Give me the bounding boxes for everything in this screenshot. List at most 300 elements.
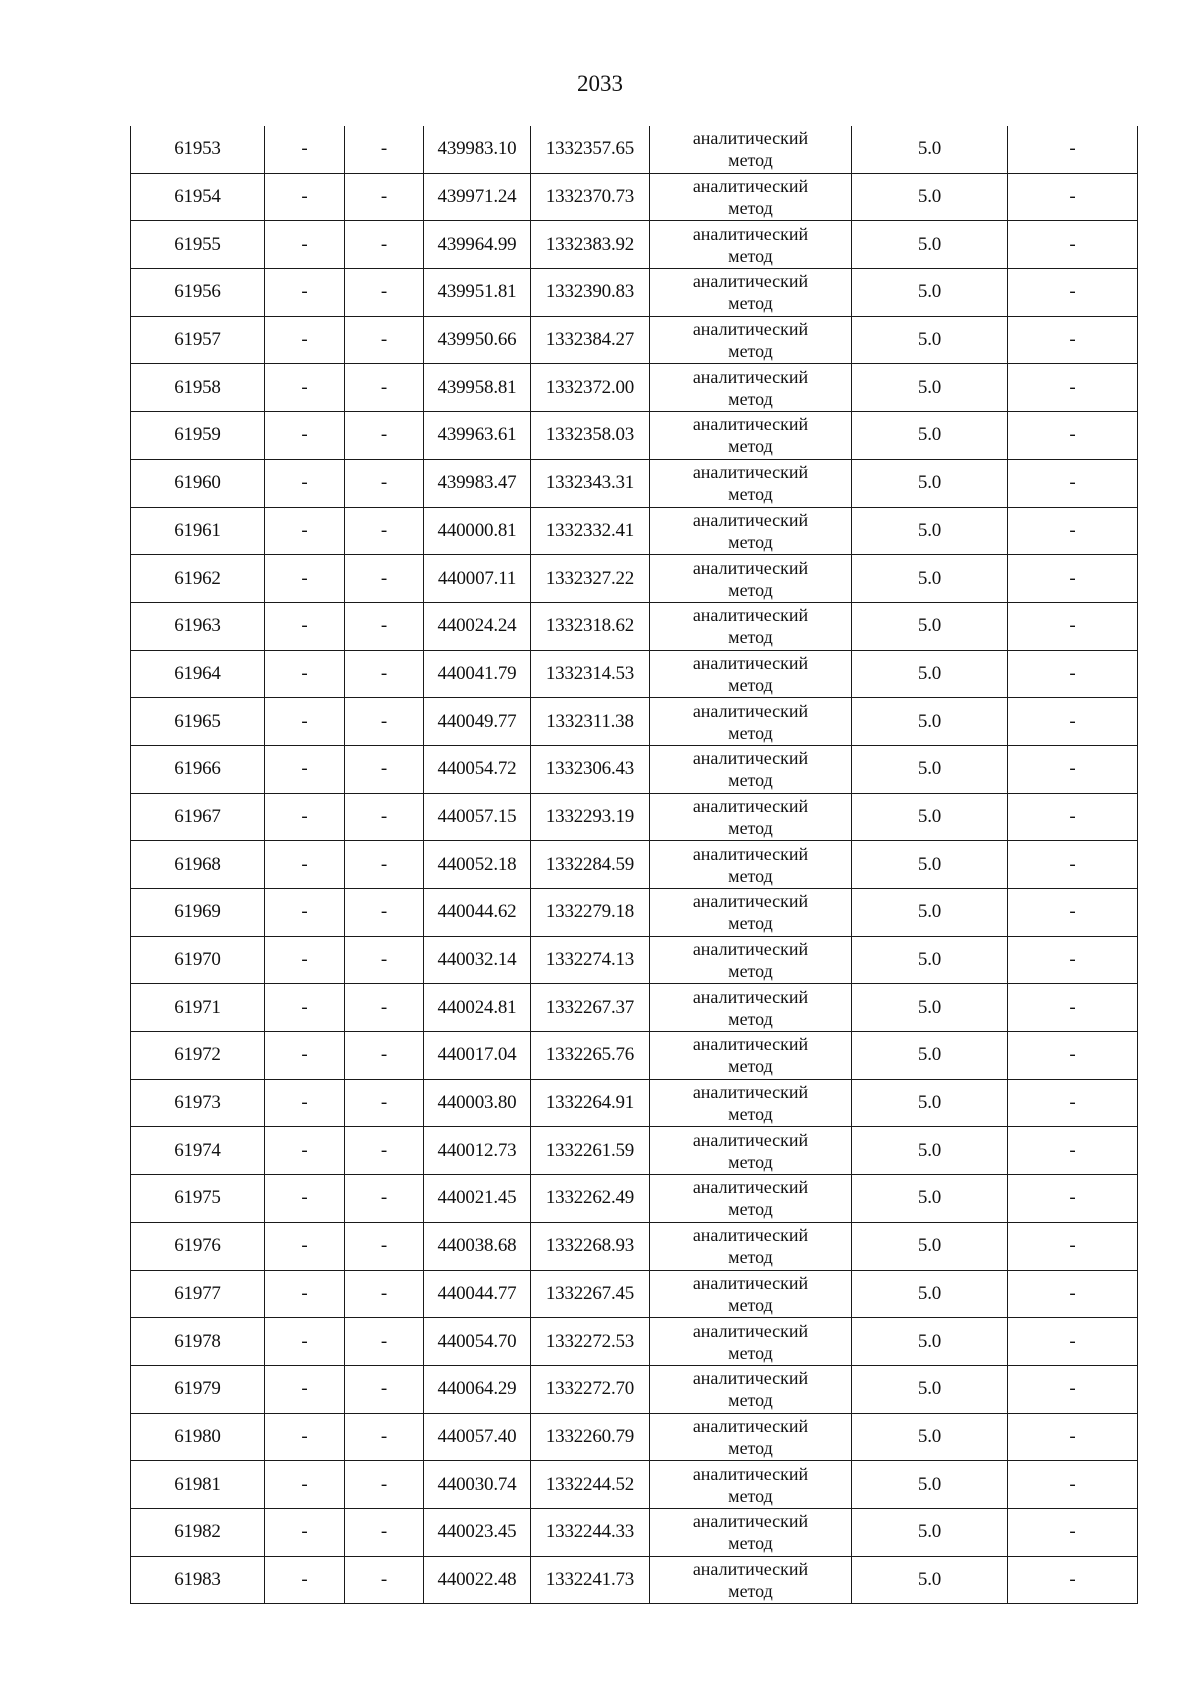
method-line-2: метод bbox=[728, 1104, 773, 1125]
method-line-1: аналитический bbox=[692, 462, 809, 483]
y-coordinate-cell: 1332306.43 bbox=[531, 745, 650, 793]
accuracy-cell: 5.0 bbox=[852, 1127, 1008, 1175]
empty-cell: - bbox=[265, 1175, 345, 1223]
point-number-cell: 61982 bbox=[131, 1508, 265, 1556]
point-number-cell: 61978 bbox=[131, 1318, 265, 1366]
method-cell bbox=[650, 745, 852, 793]
accuracy-cell: 5.0 bbox=[852, 221, 1008, 269]
method-cell bbox=[650, 221, 852, 269]
empty-cell: - bbox=[265, 1556, 345, 1604]
table-row bbox=[131, 1508, 1138, 1556]
x-coordinate-cell: 439983.47 bbox=[424, 459, 531, 507]
point-number-cell: 61963 bbox=[131, 602, 265, 650]
empty-cell: - bbox=[1008, 1032, 1138, 1080]
y-coordinate-cell: 1332262.49 bbox=[531, 1175, 650, 1223]
empty-cell: - bbox=[265, 1079, 345, 1127]
method-line-1: аналитический bbox=[692, 1415, 809, 1436]
method-line-1: аналитический bbox=[692, 223, 809, 244]
method-cell bbox=[650, 1365, 852, 1413]
method-line-1: аналитический bbox=[692, 891, 809, 912]
method-line-1: аналитический bbox=[692, 509, 809, 530]
method-line-2: метод bbox=[728, 1580, 773, 1601]
accuracy-cell: 5.0 bbox=[852, 1318, 1008, 1366]
y-coordinate-cell: 1332318.62 bbox=[531, 602, 650, 650]
accuracy-cell: 5.0 bbox=[852, 316, 1008, 364]
point-number-cell: 61956 bbox=[131, 269, 265, 317]
y-coordinate-cell: 1332279.18 bbox=[531, 889, 650, 937]
accuracy-cell: 5.0 bbox=[852, 745, 1008, 793]
empty-cell: - bbox=[345, 1127, 424, 1175]
table-row bbox=[131, 984, 1138, 1032]
method-cell bbox=[650, 1461, 852, 1509]
method-line-2: метод bbox=[728, 341, 773, 362]
table-body bbox=[131, 126, 1138, 1604]
empty-cell: - bbox=[1008, 841, 1138, 889]
method-line-2: метод bbox=[728, 1342, 773, 1363]
empty-cell: - bbox=[1008, 126, 1138, 173]
point-number-cell: 61983 bbox=[131, 1556, 265, 1604]
empty-cell: - bbox=[345, 1222, 424, 1270]
y-coordinate-cell: 1332383.92 bbox=[531, 221, 650, 269]
empty-cell: - bbox=[345, 1461, 424, 1509]
table-row bbox=[131, 698, 1138, 746]
x-coordinate-cell: 439958.81 bbox=[424, 364, 531, 412]
x-coordinate-cell: 440007.11 bbox=[424, 555, 531, 603]
x-coordinate-cell: 439963.61 bbox=[424, 412, 531, 460]
method-cell bbox=[650, 459, 852, 507]
empty-cell: - bbox=[345, 793, 424, 841]
y-coordinate-cell: 1332357.65 bbox=[531, 126, 650, 173]
empty-cell: - bbox=[265, 936, 345, 984]
x-coordinate-cell: 440054.70 bbox=[424, 1318, 531, 1366]
method-line-1: аналитический bbox=[692, 748, 809, 769]
method-line-2: метод bbox=[728, 1151, 773, 1172]
table-row bbox=[131, 745, 1138, 793]
point-number-cell: 61960 bbox=[131, 459, 265, 507]
accuracy-cell: 5.0 bbox=[852, 698, 1008, 746]
empty-cell: - bbox=[1008, 1270, 1138, 1318]
empty-cell: - bbox=[345, 984, 424, 1032]
empty-cell: - bbox=[345, 1508, 424, 1556]
method-cell bbox=[650, 269, 852, 317]
point-number-cell: 61957 bbox=[131, 316, 265, 364]
table-row bbox=[131, 269, 1138, 317]
x-coordinate-cell: 440030.74 bbox=[424, 1461, 531, 1509]
accuracy-cell: 5.0 bbox=[852, 459, 1008, 507]
empty-cell: - bbox=[265, 1413, 345, 1461]
empty-cell: - bbox=[1008, 269, 1138, 317]
point-number-cell: 61962 bbox=[131, 555, 265, 603]
table-row bbox=[131, 841, 1138, 889]
empty-cell: - bbox=[265, 1127, 345, 1175]
method-cell bbox=[650, 1222, 852, 1270]
empty-cell: - bbox=[1008, 555, 1138, 603]
x-coordinate-cell: 439964.99 bbox=[424, 221, 531, 269]
accuracy-cell: 5.0 bbox=[852, 650, 1008, 698]
empty-cell: - bbox=[345, 269, 424, 317]
empty-cell: - bbox=[265, 364, 345, 412]
point-number-cell: 61967 bbox=[131, 793, 265, 841]
x-coordinate-cell: 440057.15 bbox=[424, 793, 531, 841]
table-row bbox=[131, 1556, 1138, 1604]
y-coordinate-cell: 1332358.03 bbox=[531, 412, 650, 460]
y-coordinate-cell: 1332268.93 bbox=[531, 1222, 650, 1270]
point-number-cell: 61969 bbox=[131, 889, 265, 937]
empty-cell: - bbox=[345, 1032, 424, 1080]
table-row bbox=[131, 602, 1138, 650]
x-coordinate-cell: 440032.14 bbox=[424, 936, 531, 984]
y-coordinate-cell: 1332332.41 bbox=[531, 507, 650, 555]
empty-cell: - bbox=[1008, 602, 1138, 650]
empty-cell: - bbox=[1008, 745, 1138, 793]
method-cell bbox=[650, 1508, 852, 1556]
accuracy-cell: 5.0 bbox=[852, 173, 1008, 221]
method-cell bbox=[650, 1032, 852, 1080]
point-number-cell: 61955 bbox=[131, 221, 265, 269]
accuracy-cell: 5.0 bbox=[852, 126, 1008, 173]
method-line-2: метод bbox=[728, 1294, 773, 1315]
table-row bbox=[131, 936, 1138, 984]
point-number-cell: 61980 bbox=[131, 1413, 265, 1461]
method-cell bbox=[650, 1175, 852, 1223]
table-row bbox=[131, 126, 1138, 173]
empty-cell: - bbox=[1008, 1556, 1138, 1604]
method-cell bbox=[650, 173, 852, 221]
empty-cell: - bbox=[345, 173, 424, 221]
table-row bbox=[131, 1222, 1138, 1270]
method-line-2: метод bbox=[728, 245, 773, 266]
method-cell bbox=[650, 1270, 852, 1318]
y-coordinate-cell: 1332327.22 bbox=[531, 555, 650, 603]
empty-cell: - bbox=[1008, 1175, 1138, 1223]
y-coordinate-cell: 1332241.73 bbox=[531, 1556, 650, 1604]
method-line-1: аналитический bbox=[692, 986, 809, 1007]
x-coordinate-cell: 440017.04 bbox=[424, 1032, 531, 1080]
table-row bbox=[131, 1365, 1138, 1413]
empty-cell: - bbox=[345, 745, 424, 793]
accuracy-cell: 5.0 bbox=[852, 1556, 1008, 1604]
accuracy-cell: 5.0 bbox=[852, 412, 1008, 460]
point-number-cell: 61964 bbox=[131, 650, 265, 698]
empty-cell: - bbox=[1008, 698, 1138, 746]
accuracy-cell: 5.0 bbox=[852, 1270, 1008, 1318]
x-coordinate-cell: 440024.24 bbox=[424, 602, 531, 650]
method-line-2: метод bbox=[728, 1008, 773, 1029]
empty-cell: - bbox=[1008, 364, 1138, 412]
empty-cell: - bbox=[1008, 984, 1138, 1032]
method-cell bbox=[650, 555, 852, 603]
point-number-cell: 61972 bbox=[131, 1032, 265, 1080]
empty-cell: - bbox=[1008, 1318, 1138, 1366]
point-number-cell: 61977 bbox=[131, 1270, 265, 1318]
y-coordinate-cell: 1332265.76 bbox=[531, 1032, 650, 1080]
empty-cell: - bbox=[1008, 889, 1138, 937]
x-coordinate-cell: 440023.45 bbox=[424, 1508, 531, 1556]
y-coordinate-cell: 1332384.27 bbox=[531, 316, 650, 364]
method-line-2: метод bbox=[728, 722, 773, 743]
method-line-2: метод bbox=[728, 293, 773, 314]
accuracy-cell: 5.0 bbox=[852, 555, 1008, 603]
empty-cell: - bbox=[345, 555, 424, 603]
y-coordinate-cell: 1332264.91 bbox=[531, 1079, 650, 1127]
point-number-cell: 61970 bbox=[131, 936, 265, 984]
method-line-1: аналитический bbox=[692, 843, 809, 864]
point-number-cell: 61953 bbox=[131, 126, 265, 173]
accuracy-cell: 5.0 bbox=[852, 1175, 1008, 1223]
table-row bbox=[131, 507, 1138, 555]
method-line-1: аналитический bbox=[692, 1129, 809, 1150]
table-row bbox=[131, 1079, 1138, 1127]
empty-cell: - bbox=[1008, 1127, 1138, 1175]
y-coordinate-cell: 1332272.53 bbox=[531, 1318, 650, 1366]
empty-cell: - bbox=[265, 126, 345, 173]
empty-cell: - bbox=[1008, 459, 1138, 507]
point-number-cell: 61966 bbox=[131, 745, 265, 793]
table-row bbox=[131, 1318, 1138, 1366]
y-coordinate-cell: 1332267.37 bbox=[531, 984, 650, 1032]
method-cell bbox=[650, 889, 852, 937]
empty-cell: - bbox=[1008, 1365, 1138, 1413]
method-line-1: аналитический bbox=[692, 1177, 809, 1198]
accuracy-cell: 5.0 bbox=[852, 269, 1008, 317]
empty-cell: - bbox=[1008, 1222, 1138, 1270]
y-coordinate-cell: 1332343.31 bbox=[531, 459, 650, 507]
table-row bbox=[131, 316, 1138, 364]
y-coordinate-cell: 1332244.52 bbox=[531, 1461, 650, 1509]
empty-cell: - bbox=[265, 1318, 345, 1366]
empty-cell: - bbox=[345, 364, 424, 412]
method-line-1: аналитический bbox=[692, 1511, 809, 1532]
x-coordinate-cell: 439983.10 bbox=[424, 126, 531, 173]
accuracy-cell: 5.0 bbox=[852, 1508, 1008, 1556]
x-coordinate-cell: 439951.81 bbox=[424, 269, 531, 317]
table-row bbox=[131, 650, 1138, 698]
method-line-1: аналитический bbox=[692, 1082, 809, 1103]
accuracy-cell: 5.0 bbox=[852, 1365, 1008, 1413]
empty-cell: - bbox=[345, 1365, 424, 1413]
empty-cell: - bbox=[265, 1270, 345, 1318]
method-line-1: аналитический bbox=[692, 795, 809, 816]
accuracy-cell: 5.0 bbox=[852, 364, 1008, 412]
table-row bbox=[131, 1461, 1138, 1509]
method-cell bbox=[650, 1413, 852, 1461]
method-line-2: метод bbox=[728, 674, 773, 695]
accuracy-cell: 5.0 bbox=[852, 507, 1008, 555]
x-coordinate-cell: 440049.77 bbox=[424, 698, 531, 746]
accuracy-cell: 5.0 bbox=[852, 1461, 1008, 1509]
table-row bbox=[131, 1175, 1138, 1223]
method-line-1: аналитический bbox=[692, 939, 809, 960]
method-line-2: метод bbox=[728, 961, 773, 982]
method-cell bbox=[650, 126, 852, 173]
accuracy-cell: 5.0 bbox=[852, 889, 1008, 937]
empty-cell: - bbox=[265, 984, 345, 1032]
x-coordinate-cell: 440021.45 bbox=[424, 1175, 531, 1223]
x-coordinate-cell: 440000.81 bbox=[424, 507, 531, 555]
empty-cell: - bbox=[345, 602, 424, 650]
x-coordinate-cell: 439950.66 bbox=[424, 316, 531, 364]
point-number-cell: 61981 bbox=[131, 1461, 265, 1509]
empty-cell: - bbox=[345, 889, 424, 937]
method-line-1: аналитический bbox=[692, 319, 809, 340]
method-cell bbox=[650, 793, 852, 841]
point-number-cell: 61976 bbox=[131, 1222, 265, 1270]
method-line-2: метод bbox=[728, 531, 773, 552]
point-number-cell: 61961 bbox=[131, 507, 265, 555]
y-coordinate-cell: 1332370.73 bbox=[531, 173, 650, 221]
y-coordinate-cell: 1332274.13 bbox=[531, 936, 650, 984]
point-number-cell: 61979 bbox=[131, 1365, 265, 1413]
accuracy-cell: 5.0 bbox=[852, 602, 1008, 650]
empty-cell: - bbox=[345, 1270, 424, 1318]
y-coordinate-cell: 1332244.33 bbox=[531, 1508, 650, 1556]
method-line-1: аналитический bbox=[692, 1558, 809, 1579]
method-cell bbox=[650, 841, 852, 889]
empty-cell: - bbox=[265, 698, 345, 746]
empty-cell: - bbox=[345, 221, 424, 269]
method-line-1: аналитический bbox=[692, 128, 809, 149]
empty-cell: - bbox=[1008, 1413, 1138, 1461]
table-row bbox=[131, 173, 1138, 221]
empty-cell: - bbox=[345, 1079, 424, 1127]
method-cell bbox=[650, 316, 852, 364]
empty-cell: - bbox=[345, 698, 424, 746]
empty-cell: - bbox=[265, 316, 345, 364]
y-coordinate-cell: 1332261.59 bbox=[531, 1127, 650, 1175]
empty-cell: - bbox=[345, 1556, 424, 1604]
accuracy-cell: 5.0 bbox=[852, 793, 1008, 841]
method-line-2: метод bbox=[728, 817, 773, 838]
point-number-cell: 61971 bbox=[131, 984, 265, 1032]
empty-cell: - bbox=[265, 1365, 345, 1413]
method-line-2: метод bbox=[728, 388, 773, 409]
method-cell bbox=[650, 1318, 852, 1366]
table-row bbox=[131, 412, 1138, 460]
point-number-cell: 61959 bbox=[131, 412, 265, 460]
x-coordinate-cell: 440057.40 bbox=[424, 1413, 531, 1461]
method-cell bbox=[650, 364, 852, 412]
y-coordinate-cell: 1332372.00 bbox=[531, 364, 650, 412]
method-line-2: метод bbox=[728, 913, 773, 934]
method-line-2: метод bbox=[728, 1437, 773, 1458]
method-cell bbox=[650, 412, 852, 460]
method-line-1: аналитический bbox=[692, 605, 809, 626]
x-coordinate-cell: 440052.18 bbox=[424, 841, 531, 889]
method-line-2: метод bbox=[728, 1485, 773, 1506]
empty-cell: - bbox=[265, 602, 345, 650]
x-coordinate-cell: 440064.29 bbox=[424, 1365, 531, 1413]
point-number-cell: 61975 bbox=[131, 1175, 265, 1223]
empty-cell: - bbox=[345, 316, 424, 364]
method-line-2: метод bbox=[728, 1056, 773, 1077]
y-coordinate-cell: 1332284.59 bbox=[531, 841, 650, 889]
empty-cell: - bbox=[1008, 507, 1138, 555]
empty-cell: - bbox=[345, 1413, 424, 1461]
empty-cell: - bbox=[265, 173, 345, 221]
method-line-2: метод bbox=[728, 198, 773, 219]
y-coordinate-cell: 1332311.38 bbox=[531, 698, 650, 746]
table-row bbox=[131, 1413, 1138, 1461]
x-coordinate-cell: 440054.72 bbox=[424, 745, 531, 793]
empty-cell: - bbox=[1008, 1508, 1138, 1556]
method-line-2: метод bbox=[728, 1199, 773, 1220]
empty-cell: - bbox=[1008, 793, 1138, 841]
method-line-2: метод bbox=[728, 1390, 773, 1411]
table-row bbox=[131, 459, 1138, 507]
empty-cell: - bbox=[265, 889, 345, 937]
method-line-2: метод bbox=[728, 627, 773, 648]
method-line-1: аналитический bbox=[692, 557, 809, 578]
y-coordinate-cell: 1332314.53 bbox=[531, 650, 650, 698]
coordinates-table bbox=[130, 126, 1138, 1604]
table-row bbox=[131, 1127, 1138, 1175]
method-line-1: аналитический bbox=[692, 366, 809, 387]
empty-cell: - bbox=[345, 412, 424, 460]
point-number-cell: 61973 bbox=[131, 1079, 265, 1127]
method-line-2: метод bbox=[728, 865, 773, 886]
x-coordinate-cell: 440012.73 bbox=[424, 1127, 531, 1175]
accuracy-cell: 5.0 bbox=[852, 1222, 1008, 1270]
empty-cell: - bbox=[265, 555, 345, 603]
x-coordinate-cell: 440044.77 bbox=[424, 1270, 531, 1318]
empty-cell: - bbox=[1008, 650, 1138, 698]
method-cell bbox=[650, 602, 852, 650]
empty-cell: - bbox=[345, 1175, 424, 1223]
x-coordinate-cell: 440038.68 bbox=[424, 1222, 531, 1270]
empty-cell: - bbox=[1008, 316, 1138, 364]
empty-cell: - bbox=[1008, 173, 1138, 221]
table-row bbox=[131, 1032, 1138, 1080]
y-coordinate-cell: 1332267.45 bbox=[531, 1270, 650, 1318]
empty-cell: - bbox=[265, 459, 345, 507]
empty-cell: - bbox=[345, 507, 424, 555]
y-coordinate-cell: 1332293.19 bbox=[531, 793, 650, 841]
method-line-2: метод bbox=[728, 150, 773, 171]
accuracy-cell: 5.0 bbox=[852, 1413, 1008, 1461]
empty-cell: - bbox=[1008, 221, 1138, 269]
table-row bbox=[131, 221, 1138, 269]
method-cell bbox=[650, 698, 852, 746]
y-coordinate-cell: 1332272.70 bbox=[531, 1365, 650, 1413]
point-number-cell: 61968 bbox=[131, 841, 265, 889]
table-row bbox=[131, 1270, 1138, 1318]
method-line-1: аналитический bbox=[692, 414, 809, 435]
empty-cell: - bbox=[345, 936, 424, 984]
method-line-2: метод bbox=[728, 1533, 773, 1554]
empty-cell: - bbox=[1008, 1461, 1138, 1509]
empty-cell: - bbox=[265, 1461, 345, 1509]
method-cell bbox=[650, 1079, 852, 1127]
accuracy-cell: 5.0 bbox=[852, 1032, 1008, 1080]
method-line-1: аналитический bbox=[692, 1272, 809, 1293]
table-row bbox=[131, 555, 1138, 603]
point-number-cell: 61954 bbox=[131, 173, 265, 221]
empty-cell: - bbox=[265, 412, 345, 460]
empty-cell: - bbox=[345, 1318, 424, 1366]
empty-cell: - bbox=[345, 459, 424, 507]
method-line-1: аналитический bbox=[692, 176, 809, 197]
table-row bbox=[131, 364, 1138, 412]
method-line-1: аналитический bbox=[692, 1320, 809, 1341]
method-line-1: аналитический bbox=[692, 700, 809, 721]
empty-cell: - bbox=[265, 745, 345, 793]
empty-cell: - bbox=[265, 1222, 345, 1270]
accuracy-cell: 5.0 bbox=[852, 984, 1008, 1032]
method-line-1: аналитический bbox=[692, 1225, 809, 1246]
method-line-1: аналитический bbox=[692, 271, 809, 292]
empty-cell: - bbox=[265, 841, 345, 889]
table-row bbox=[131, 889, 1138, 937]
